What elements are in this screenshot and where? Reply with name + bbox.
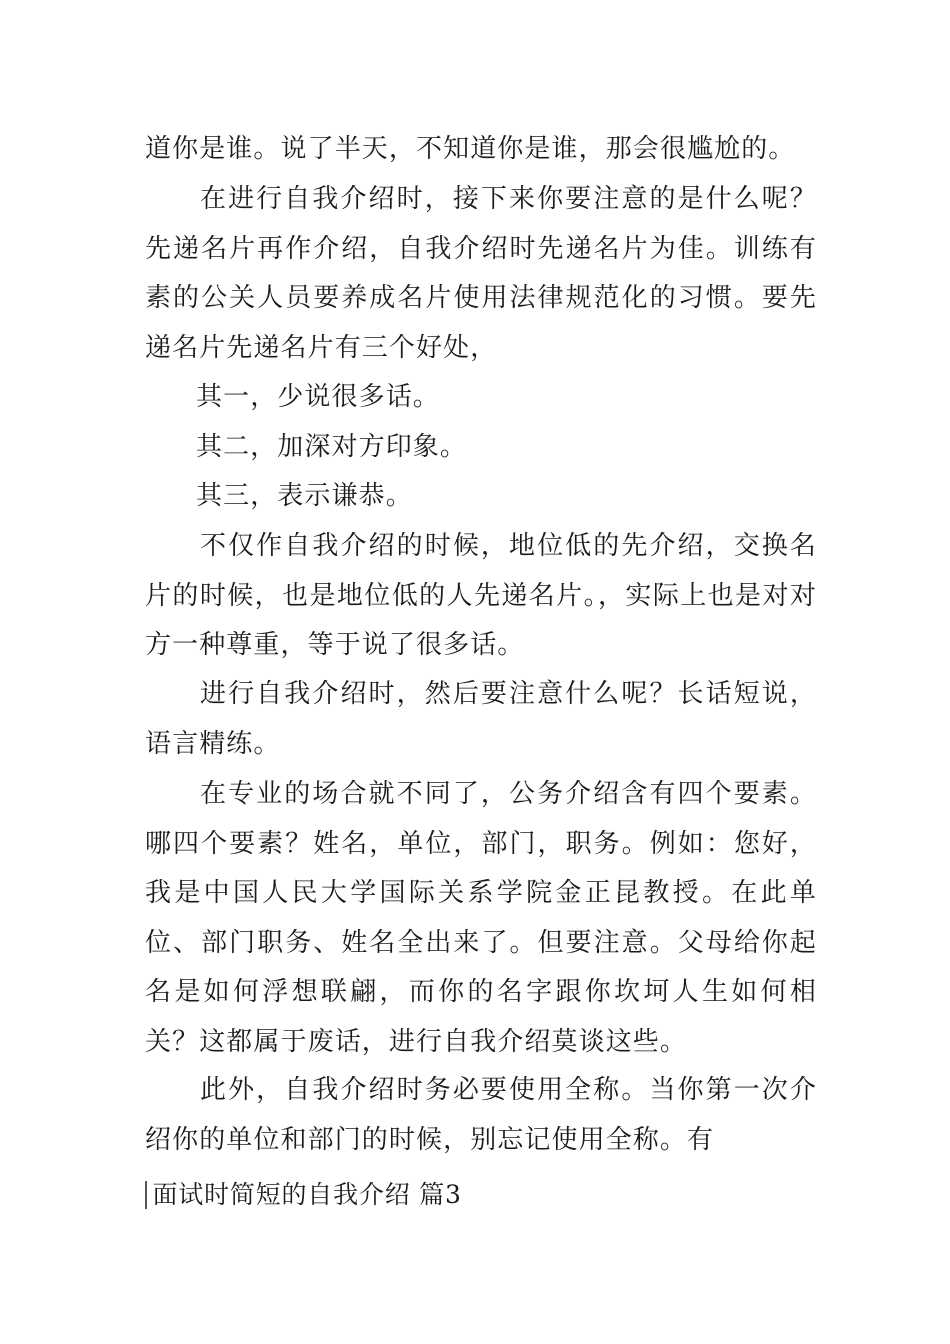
- paragraph-status-order: 不仅作自我介绍的时候，地位低的先介绍，交换名片的时候，也是地位低的人先递名片。，实际上也是对对方一种尊重，等于说了很多话。: [145, 531, 817, 660]
- paragraph-business-card: 在进行自我介绍时，接下来你要注意的是什么呢？先递名片再作介绍，自我介绍时先递名片为佳。训练有素的公关人员要养成名片使用法律规范化的习惯。要先递名片先递名片有三个好处，: [145, 184, 817, 363]
- section-heading-text: 面试时简短的自我介绍 篇3: [152, 1180, 462, 1209]
- paragraph-brevity: 进行自我介绍时，然后要注意什么呢？长话短说，语言精练。: [145, 679, 817, 759]
- section-heading: [145, 1175, 462, 1215]
- heading-bar-marker: [145, 1181, 147, 1209]
- paragraph-full-name: 此外，自我介绍时务必要使用全称。当你第一次介绍你的单位和部门的时候，别忘记使用全称。有: [145, 1075, 817, 1155]
- list-item-first: 其一，少说很多话。: [196, 382, 440, 412]
- list-item-second: 其二，加深对方印象。: [196, 432, 468, 462]
- paragraph-continuation: 道你是谁。说了半天，不知道你是谁，那会很尴尬的。: [145, 134, 796, 164]
- paragraph-four-elements: 在专业的场合就不同了，公务介绍含有四个要素。哪四个要素？姓名，单位，部门，职务。例如：您好，我是中国人民大学国际关系学院金正昆教授。在此单位、部门职务、姓名全出来了。但要注意。父母给你起名是如何浮想联翩，而你的名字跟你坎坷人生如何相关？这都属于废话，进行自我介绍莫谈这些。: [145, 779, 817, 1057]
- list-item-third: 其三，表示谦恭。: [196, 481, 413, 511]
